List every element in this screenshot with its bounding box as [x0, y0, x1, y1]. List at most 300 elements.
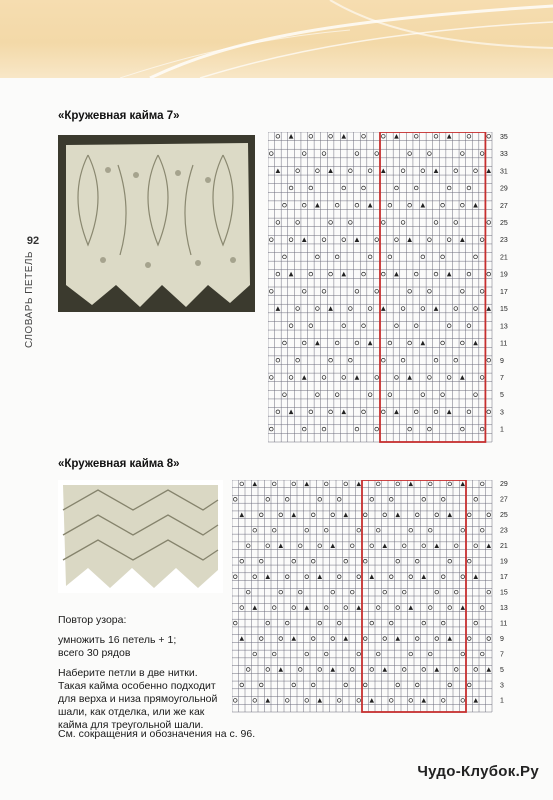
decrease-icon [369, 698, 374, 703]
yarn-over-icon [276, 134, 280, 138]
yarn-over-icon [408, 427, 412, 431]
yarn-over-icon [370, 544, 374, 548]
yarn-over-icon [289, 238, 293, 242]
yarn-over-icon [409, 575, 413, 579]
page-number: 92 [26, 235, 40, 247]
row-label: 21 [500, 254, 508, 262]
row-label: 25 [500, 220, 508, 227]
yarn-over-icon [329, 358, 333, 362]
decrease-icon [304, 482, 309, 487]
yarn-over-icon [474, 544, 478, 548]
row-label: 31 [500, 168, 508, 176]
yarn-over-icon [434, 134, 438, 138]
yarn-over-icon [266, 668, 270, 672]
yarn-over-icon [329, 134, 333, 138]
yarn-over-icon [447, 186, 451, 190]
row-label: 21 [500, 543, 508, 551]
yarn-over-icon [376, 528, 380, 532]
row-label: 17 [500, 573, 508, 581]
decrease-icon [421, 698, 426, 703]
decrease-icon [252, 605, 257, 610]
yarn-over-icon [283, 341, 287, 345]
row-label: 15 [500, 306, 508, 314]
decrease-icon [473, 698, 478, 703]
yarn-over-icon [324, 606, 328, 610]
yarn-over-icon [375, 289, 379, 293]
yarn-over-icon [454, 221, 458, 225]
yarn-over-icon [368, 307, 372, 311]
decrease-icon [447, 513, 452, 518]
yarn-over-icon [309, 186, 313, 190]
row-label: 13 [500, 604, 508, 612]
yarn-over-icon [409, 652, 413, 656]
decrease-icon [395, 513, 400, 518]
description-line-3: шали, как отделка, или же как [58, 706, 205, 718]
yarn-over-icon [362, 410, 366, 414]
yarn-over-icon [435, 590, 439, 594]
side-label [22, 235, 44, 350]
row-label: 7 [500, 651, 504, 659]
yarn-over-icon [331, 637, 335, 641]
lace-sample-8-image [58, 480, 223, 593]
yarn-over-icon [467, 637, 471, 641]
yarn-over-icon [335, 203, 339, 207]
decrease-icon [407, 375, 412, 380]
yarn-over-icon [421, 393, 425, 397]
yarn-over-icon [461, 575, 465, 579]
yarn-over-icon [285, 575, 289, 579]
yarn-over-icon [421, 255, 425, 259]
yarn-over-icon [309, 272, 313, 276]
decrease-icon [289, 134, 294, 139]
yarn-over-icon [421, 307, 425, 311]
yarn-over-icon [375, 238, 379, 242]
repeat-title: Повтор узора: [58, 614, 127, 626]
yarn-over-icon [329, 272, 333, 276]
yarn-over-icon [253, 575, 257, 579]
lace-sample-7-image [58, 135, 255, 312]
yarn-over-icon [292, 559, 296, 563]
row-label: 3 [500, 409, 504, 417]
yarn-over-icon [467, 683, 471, 687]
yarn-over-icon [487, 513, 491, 517]
yarn-over-icon [415, 513, 419, 517]
top-banner [0, 0, 553, 78]
decrease-icon [434, 543, 439, 548]
yarn-over-icon [272, 652, 276, 656]
yarn-over-icon [480, 376, 484, 380]
yarn-over-icon [309, 324, 313, 328]
yarn-over-icon [480, 652, 484, 656]
yarn-over-icon [305, 699, 309, 703]
yarn-over-icon [414, 410, 418, 414]
yarn-over-icon [342, 376, 346, 380]
yarn-over-icon [349, 358, 353, 362]
decrease-icon [317, 698, 322, 703]
decrease-icon [330, 543, 335, 548]
yarn-over-icon [322, 238, 326, 242]
yarn-over-icon [454, 544, 458, 548]
yarn-over-icon [467, 324, 471, 328]
decrease-icon [356, 605, 361, 610]
yarn-over-icon [342, 238, 346, 242]
yarn-over-icon [279, 513, 283, 517]
pattern-8-grid [232, 480, 520, 716]
yarn-over-icon [302, 289, 306, 293]
decrease-icon [328, 306, 333, 311]
section-label: СЛОВАРЬ ПЕТЕЛЬ [24, 251, 35, 349]
yarn-over-icon [266, 544, 270, 548]
yarn-over-icon [428, 528, 432, 532]
decrease-icon [407, 237, 412, 242]
row-label: 11 [500, 620, 508, 628]
yarn-over-icon [349, 169, 353, 173]
yarn-over-icon [415, 559, 419, 563]
yarn-over-icon [350, 544, 354, 548]
decrease-icon [239, 513, 244, 518]
yarn-over-icon [350, 590, 354, 594]
decrease-icon [382, 543, 387, 548]
row-label: 7 [500, 375, 504, 382]
yarn-over-icon [474, 393, 478, 397]
yarn-over-icon [272, 482, 276, 486]
yarn-over-icon [389, 498, 393, 502]
yarn-over-icon [316, 393, 320, 397]
yarn-over-icon [428, 652, 432, 656]
row-label: 29 [500, 481, 508, 489]
yarn-over-icon [279, 637, 283, 641]
row-label: 1 [500, 426, 504, 434]
yarn-over-icon [316, 307, 320, 311]
yarn-over-icon [401, 169, 405, 173]
yarn-over-icon [362, 272, 366, 276]
decrease-icon [265, 574, 270, 579]
yarn-over-icon [370, 498, 374, 502]
yarn-over-icon [401, 307, 405, 311]
pattern-8-chart [232, 480, 520, 716]
yarn-over-icon [355, 203, 359, 207]
yarn-over-icon [322, 427, 326, 431]
yarn-over-icon [461, 528, 465, 532]
description-line-2: для верха и низа прямоугольной [58, 693, 218, 705]
yarn-over-icon [422, 498, 426, 502]
yarn-over-icon [474, 498, 478, 502]
yarn-over-icon [324, 652, 328, 656]
yarn-over-icon [279, 590, 283, 594]
yarn-over-icon [396, 683, 400, 687]
row-label: 17 [500, 288, 508, 296]
decrease-icon [394, 134, 399, 139]
decrease-icon [278, 667, 283, 672]
yarn-over-icon [401, 221, 405, 225]
yarn-over-icon [368, 169, 372, 173]
yarn-over-icon [296, 307, 300, 311]
yarn-over-icon [355, 427, 359, 431]
yarn-over-icon [355, 289, 359, 293]
yarn-over-icon [322, 289, 326, 293]
yarn-over-icon [285, 699, 289, 703]
yarn-over-icon [480, 528, 484, 532]
decrease-icon [395, 636, 400, 641]
yarn-over-icon [276, 221, 280, 225]
yarn-over-icon [318, 621, 322, 625]
row-label: 9 [500, 635, 504, 643]
yarn-over-icon [428, 376, 432, 380]
yarn-over-icon [324, 482, 328, 486]
yarn-over-icon [302, 152, 306, 156]
yarn-over-icon [428, 238, 432, 242]
yarn-over-icon [318, 498, 322, 502]
row-label: 9 [500, 357, 504, 365]
yarn-over-icon [259, 637, 263, 641]
decrease-icon [447, 134, 452, 139]
yarn-over-icon [461, 341, 465, 345]
decrease-icon [302, 375, 307, 380]
yarn-over-icon [285, 498, 289, 502]
yarn-over-icon [461, 427, 465, 431]
yarn-over-icon [396, 606, 400, 610]
yarn-over-icon [487, 358, 491, 362]
yarn-over-icon [415, 683, 419, 687]
yarn-over-icon [461, 652, 465, 656]
yarn-over-icon [253, 699, 257, 703]
decrease-icon [394, 272, 399, 277]
decrease-icon [381, 306, 386, 311]
yarn-over-icon [253, 528, 257, 532]
yarn-over-icon [447, 238, 451, 242]
decrease-icon [328, 168, 333, 173]
yarn-over-icon [381, 358, 385, 362]
yarn-over-icon [395, 238, 399, 242]
yarn-over-icon [240, 606, 244, 610]
decrease-icon [315, 203, 320, 208]
yarn-over-icon [415, 637, 419, 641]
yarn-over-icon [454, 358, 458, 362]
yarn-over-icon [388, 393, 392, 397]
repeat-line-2: всего 30 рядов [58, 647, 131, 659]
yarn-over-icon [272, 606, 276, 610]
decrease-icon [252, 482, 257, 487]
pattern-7-title: «Кружевная кайма 7» [58, 110, 180, 122]
row-label: 3 [500, 682, 504, 690]
yarn-over-icon [376, 606, 380, 610]
yarn-over-icon [441, 699, 445, 703]
yarn-over-icon [322, 152, 326, 156]
decrease-icon [460, 375, 465, 380]
decrease-icon [276, 168, 281, 173]
decrease-icon [304, 605, 309, 610]
yarn-over-icon [289, 376, 293, 380]
yarn-over-icon [414, 134, 418, 138]
yarn-over-icon [269, 238, 273, 242]
decrease-icon [434, 306, 439, 311]
yarn-over-icon [389, 699, 393, 703]
yarn-over-icon [233, 575, 237, 579]
yarn-over-icon [467, 134, 471, 138]
yarn-over-icon [487, 221, 491, 225]
yarn-over-icon [344, 482, 348, 486]
row-label: 27 [500, 202, 508, 210]
yarn-over-icon [474, 307, 478, 311]
yarn-over-icon [422, 668, 426, 672]
yarn-over-icon [435, 513, 439, 517]
yarn-over-icon [480, 238, 484, 242]
yarn-over-icon [461, 152, 465, 156]
yarn-over-icon [246, 544, 250, 548]
yarn-over-icon [428, 606, 432, 610]
row-label: 29 [500, 185, 508, 193]
yarn-over-icon [289, 186, 293, 190]
decrease-icon [341, 410, 346, 415]
yarn-over-icon [467, 559, 471, 563]
yarn-over-icon [402, 544, 406, 548]
yarn-over-icon [454, 668, 458, 672]
decrease-icon [289, 410, 294, 415]
yarn-over-icon [441, 341, 445, 345]
yarn-over-icon [344, 606, 348, 610]
pattern-7-grid [268, 132, 520, 446]
yarn-over-icon [296, 169, 300, 173]
yarn-over-icon [283, 203, 287, 207]
decrease-icon [291, 513, 296, 518]
decrease-icon [460, 605, 465, 610]
yarn-over-icon [434, 221, 438, 225]
yarn-over-icon [395, 324, 399, 328]
decrease-icon [486, 168, 491, 173]
yarn-over-icon [305, 652, 309, 656]
decrease-icon [341, 134, 346, 139]
yarn-over-icon [316, 169, 320, 173]
yarn-over-icon [363, 637, 367, 641]
yarn-over-icon [318, 544, 322, 548]
yarn-over-icon [441, 393, 445, 397]
yarn-over-icon [269, 152, 273, 156]
yarn-over-icon [395, 376, 399, 380]
decrease-icon [434, 667, 439, 672]
decrease-icon [368, 203, 373, 208]
row-label: 19 [500, 271, 508, 279]
yarn-over-icon [376, 652, 380, 656]
decrease-icon [355, 375, 360, 380]
decrease-icon [394, 410, 399, 415]
yarn-over-icon [309, 134, 313, 138]
pattern-7-photo [58, 135, 255, 312]
row-label: 1 [500, 697, 504, 705]
decrease-icon [356, 482, 361, 487]
yarn-over-icon [396, 482, 400, 486]
decrease-icon [317, 574, 322, 579]
yarn-over-icon [233, 498, 237, 502]
decrease-icon [421, 203, 426, 208]
yarn-over-icon [409, 699, 413, 703]
yarn-over-icon [298, 544, 302, 548]
row-label: 5 [500, 666, 504, 674]
yarn-over-icon [363, 683, 367, 687]
site-watermark: Чудо-Клубок.Ру [417, 763, 539, 780]
yarn-over-icon [344, 683, 348, 687]
repeat-line-1: умножить 16 петель + 1; [58, 634, 177, 646]
yarn-over-icon [487, 590, 491, 594]
row-label: 23 [500, 237, 508, 245]
yarn-over-icon [383, 513, 387, 517]
decrease-icon [473, 203, 478, 208]
yarn-over-icon [388, 341, 392, 345]
yarn-over-icon [337, 575, 341, 579]
description-line-1: Такая кайма особенно подходит [58, 680, 216, 692]
cast-on-note: Наберите петли в две нитки. [58, 667, 198, 679]
yarn-over-icon [363, 513, 367, 517]
row-label: 13 [500, 323, 508, 331]
yarn-over-icon [467, 272, 471, 276]
yarn-over-icon [269, 289, 273, 293]
yarn-over-icon [480, 289, 484, 293]
yarn-over-icon [298, 590, 302, 594]
yarn-over-icon [329, 410, 333, 414]
yarn-over-icon [302, 203, 306, 207]
yarn-over-icon [441, 255, 445, 259]
yarn-over-icon [414, 272, 418, 276]
yarn-over-icon [368, 393, 372, 397]
yarn-over-icon [357, 699, 361, 703]
yarn-over-icon [428, 289, 432, 293]
yarn-over-icon [480, 606, 484, 610]
yarn-over-icon [467, 513, 471, 517]
yarn-over-icon [448, 482, 452, 486]
banner-swirl-ornament [0, 0, 553, 78]
decrease-icon [291, 636, 296, 641]
decrease-icon [343, 636, 348, 641]
decrease-icon [381, 168, 386, 173]
yarn-over-icon [461, 289, 465, 293]
yarn-over-icon [383, 637, 387, 641]
yarn-over-icon [474, 169, 478, 173]
yarn-over-icon [311, 559, 315, 563]
decrease-icon [486, 667, 491, 672]
yarn-over-icon [276, 358, 280, 362]
pattern-8-photo [58, 480, 223, 593]
decrease-icon [447, 272, 452, 277]
yarn-over-icon [289, 324, 293, 328]
yarn-over-icon [331, 513, 335, 517]
yarn-over-icon [375, 376, 379, 380]
yarn-over-icon [259, 559, 263, 563]
yarn-over-icon [375, 152, 379, 156]
yarn-over-icon [435, 637, 439, 641]
yarn-over-icon [408, 152, 412, 156]
yarn-over-icon [376, 482, 380, 486]
decrease-icon [473, 341, 478, 346]
decrease-icon [473, 574, 478, 579]
row-label: 27 [500, 496, 508, 504]
yarn-over-icon [381, 410, 385, 414]
yarn-over-icon [447, 324, 451, 328]
decrease-icon [276, 306, 281, 311]
row-label: 19 [500, 558, 508, 566]
yarn-over-icon [368, 255, 372, 259]
yarn-over-icon [467, 410, 471, 414]
yarn-over-icon [441, 203, 445, 207]
yarn-over-icon [331, 590, 335, 594]
yarn-over-icon [266, 621, 270, 625]
yarn-over-icon [362, 324, 366, 328]
decrease-icon [369, 574, 374, 579]
yarn-over-icon [344, 559, 348, 563]
yarn-over-icon [296, 221, 300, 225]
yarn-over-icon [381, 272, 385, 276]
yarn-over-icon [422, 621, 426, 625]
yarn-over-icon [292, 606, 296, 610]
yarn-over-icon [487, 637, 491, 641]
